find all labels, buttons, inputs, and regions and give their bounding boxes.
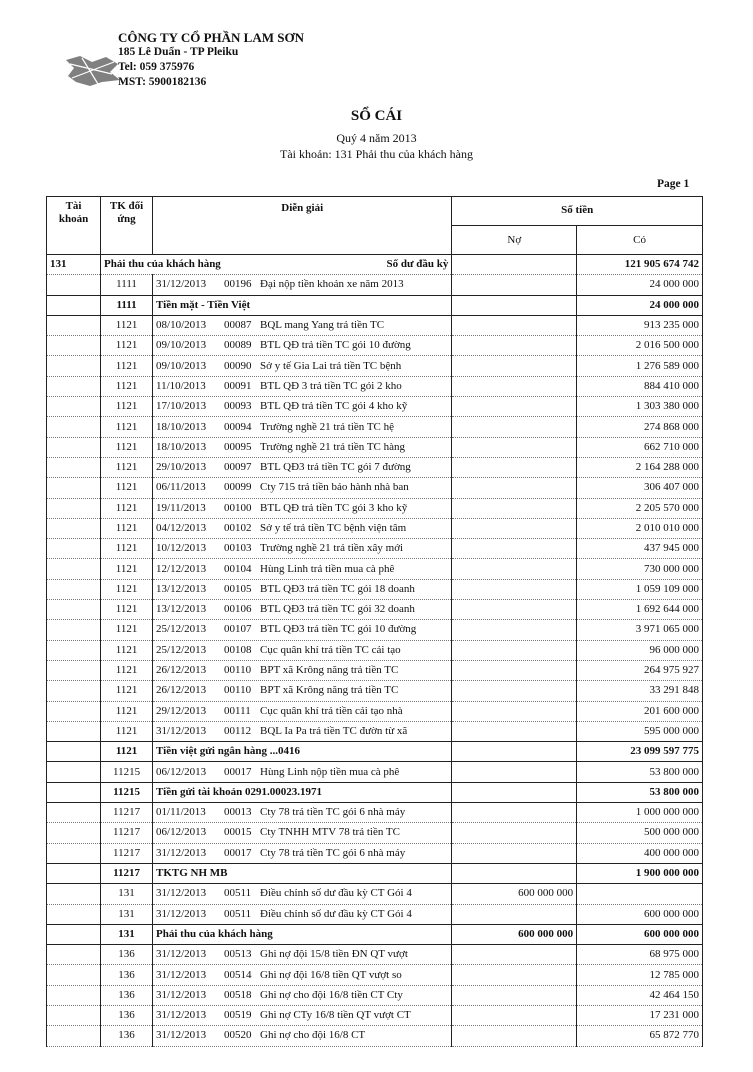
counter-account: 1121 — [101, 315, 153, 335]
counter-account: 131 — [101, 884, 153, 904]
entry-debit — [452, 701, 577, 721]
entry-date: 31/12/2013 — [156, 846, 207, 859]
ledger-entry-row — [47, 437, 703, 457]
company-tax-code: MST: 5900182136 — [118, 76, 207, 88]
ledger-entry-row — [47, 823, 703, 843]
entry-description: Ghi nợ cho đội 16/8 tiền CT Cty — [260, 988, 403, 1001]
entry-description: Điều chỉnh số dư đầu kỳ CT Gói 4 — [260, 887, 412, 900]
entry-doc-number: 00104 — [224, 562, 252, 575]
entry-debit — [452, 620, 577, 640]
entry-debit — [452, 904, 577, 924]
counter-account: 1121 — [101, 559, 153, 579]
ledger-entry-row — [47, 376, 703, 396]
entry-credit: 500 000 000 — [577, 823, 703, 843]
entry-doc-number: 00017 — [224, 846, 252, 859]
entry-doc-number: 00103 — [224, 542, 252, 555]
entry-credit: 884 410 000 — [577, 376, 703, 396]
ledger-entry-row — [47, 275, 703, 295]
counter-account: 1121 — [101, 336, 153, 356]
entry-date: 19/11/2013 — [156, 501, 206, 514]
entry-credit: 2 205 570 000 — [577, 498, 703, 518]
account-total-row — [47, 924, 703, 944]
entry-debit — [452, 275, 577, 295]
counter-account: 136 — [101, 1026, 153, 1046]
entry-credit: 53 800 000 — [577, 762, 703, 782]
entry-debit — [452, 579, 577, 599]
entry-doc-number: 00110 — [224, 664, 252, 677]
entry-debit — [452, 478, 577, 498]
entry-doc-number: 00106 — [224, 603, 252, 616]
total-account: 11217 — [101, 863, 153, 883]
document-title: SỔ CÁI — [350, 108, 403, 124]
stamp-scribble-icon — [62, 52, 122, 88]
entry-doc-number: 00112 — [224, 724, 252, 737]
entry-description: Ghi nợ cho đội 16/8 CT — [260, 1029, 366, 1042]
counter-account: 1121 — [101, 376, 153, 396]
entry-debit — [452, 397, 577, 417]
counter-account: 1121 — [101, 417, 153, 437]
entry-date: 25/12/2013 — [156, 643, 207, 656]
total-description: TKTG NH MB — [153, 863, 452, 883]
ledger-entry-row — [47, 843, 703, 863]
total-credit: 53 800 000 — [577, 782, 703, 802]
entry-credit: 595 000 000 — [577, 721, 703, 741]
account-total-row — [47, 863, 703, 883]
company-header — [118, 30, 304, 90]
entry-doc-number: 00097 — [224, 461, 252, 474]
entry-debit — [452, 681, 577, 701]
header-row — [47, 197, 703, 226]
entry-debit — [452, 762, 577, 782]
company-address: 185 Lê Duẩn - TP Pleiku — [118, 46, 239, 58]
counter-account: 1121 — [101, 660, 153, 680]
entry-debit — [452, 437, 577, 457]
account-total-row — [47, 782, 703, 802]
entry-date: 06/12/2013 — [156, 826, 207, 839]
entry-credit: 65 872 770 — [577, 1026, 703, 1046]
counter-account: 1121 — [101, 600, 153, 620]
entry-description: Hùng Linh trả tiền mua cà phê — [260, 562, 395, 575]
entry-date: 31/12/2013 — [156, 948, 207, 961]
entry-date: 18/10/2013 — [156, 420, 207, 433]
entry-doc-number: 00518 — [224, 988, 252, 1001]
entry-credit: 17 231 000 — [577, 1005, 703, 1025]
entry-credit: 1 000 000 000 — [577, 803, 703, 823]
entry-description: BTL QĐ trả tiền TC gói 4 kho kỹ — [260, 400, 408, 413]
entry-description: BTL QĐ3 trả tiền TC gói 7 đường — [260, 461, 411, 474]
ledger-entry-row — [47, 315, 703, 335]
entry-date: 09/10/2013 — [156, 339, 207, 352]
entry-date: 01/11/2013 — [156, 806, 206, 819]
entry-debit — [452, 1026, 577, 1046]
ledger-entry-row — [47, 539, 703, 559]
col-credit-header: Có — [577, 226, 703, 255]
entry-description: Sở y tế trả tiền TC bệnh viện tâm — [260, 522, 407, 534]
entry-debit — [452, 539, 577, 559]
entry-doc-number: 00196 — [224, 278, 252, 291]
entry-debit — [452, 965, 577, 985]
total-description: Tiền gửi tài khoản 0291.00023.1971 — [153, 782, 452, 802]
entry-doc-number: 00017 — [224, 765, 252, 778]
entry-credit: 1 692 644 000 — [577, 600, 703, 620]
col-debit-header: Nợ — [452, 226, 577, 255]
opening-name: Phải thu của khách hàng — [104, 258, 221, 271]
entry-description: Ghi nợ đội 15/8 tiền ĐN QT vượt — [260, 948, 408, 961]
entry-date: 09/10/2013 — [156, 359, 207, 372]
entry-date: 08/10/2013 — [156, 319, 207, 332]
entry-debit — [452, 600, 577, 620]
entry-debit — [452, 803, 577, 823]
opening-debit — [452, 255, 577, 275]
total-credit: 24 000 000 — [577, 295, 703, 315]
entry-doc-number: 00015 — [224, 826, 252, 839]
ledger-entry-row — [47, 701, 703, 721]
ledger-entry-row — [47, 579, 703, 599]
entry-credit: 437 945 000 — [577, 539, 703, 559]
entry-description: Cty 78 trả tiền TC gói 6 nhà máy — [260, 806, 406, 819]
entry-debit — [452, 336, 577, 356]
ledger-entry-row — [47, 1026, 703, 1046]
entry-date: 31/12/2013 — [156, 988, 207, 1001]
counter-account: 1121 — [101, 539, 153, 559]
entry-debit — [452, 1005, 577, 1025]
ledger-entry-row — [47, 457, 703, 477]
total-description: Tiền việt gửi ngân hàng ...0416 — [153, 742, 452, 762]
entry-doc-number: 00511 — [224, 887, 252, 900]
ledger-entry-row — [47, 660, 703, 680]
counter-account: 1121 — [101, 457, 153, 477]
entry-doc-number: 00090 — [224, 359, 252, 372]
counter-account: 136 — [101, 1005, 153, 1025]
total-account: 1111 — [101, 295, 153, 315]
entry-debit — [452, 417, 577, 437]
ledger-entry-row — [47, 904, 703, 924]
entry-credit: 306 407 000 — [577, 478, 703, 498]
entry-doc-number: 00519 — [224, 1009, 252, 1022]
entry-debit — [452, 559, 577, 579]
total-debit: 600 000 000 — [452, 924, 577, 944]
ledger-entry-row — [47, 600, 703, 620]
entry-debit — [452, 660, 577, 680]
entry-description: Đại nộp tiền khoản xe năm 2013 — [260, 278, 404, 291]
counter-account: 1121 — [101, 701, 153, 721]
entry-description: Cty 715 trả tiền bảo hành nhà ban — [260, 481, 409, 494]
opening-label: Số dư đầu kỳ — [386, 258, 449, 271]
counter-account: 1121 — [101, 721, 153, 741]
ledger-entry-row — [47, 620, 703, 640]
entry-debit — [452, 823, 577, 843]
entry-doc-number: 00513 — [224, 948, 252, 961]
opening-credit: 121 905 674 742 — [577, 255, 703, 275]
account-total-row — [47, 295, 703, 315]
entry-date: 12/12/2013 — [156, 562, 207, 575]
entry-doc-number: 00099 — [224, 481, 252, 494]
entry-doc-number: 00111 — [224, 704, 251, 717]
col-description-header: Diễn giải — [153, 197, 452, 255]
entry-date: 26/12/2013 — [156, 684, 207, 697]
entry-description: Trường nghề 21 trả tiền TC hệ — [260, 420, 395, 433]
entry-credit: 264 975 927 — [577, 660, 703, 680]
entry-date: 29/10/2013 — [156, 461, 207, 474]
entry-debit — [452, 945, 577, 965]
entry-credit: 2 164 288 000 — [577, 457, 703, 477]
ledger-entry-row — [47, 478, 703, 498]
counter-account: 1121 — [101, 498, 153, 518]
entry-credit: 3 971 065 000 — [577, 620, 703, 640]
counter-account: 11217 — [101, 803, 153, 823]
entry-doc-number: 00087 — [224, 319, 252, 332]
entry-description: BQL Ia Pa trả tiền TC đườn từ xã — [260, 724, 408, 737]
entry-doc-number: 00107 — [224, 623, 252, 636]
entry-description: BTL QĐ trả tiền TC gói 3 kho kỹ — [260, 501, 408, 514]
counter-account: 131 — [101, 904, 153, 924]
counter-account: 1121 — [101, 681, 153, 701]
entry-credit: 24 000 000 — [577, 275, 703, 295]
col-account-header: Tài khoản — [47, 197, 101, 255]
entry-date: 18/10/2013 — [156, 440, 207, 453]
ledger-entry-row — [47, 884, 703, 904]
ledger-entry-row — [47, 640, 703, 660]
ledger-entry-row — [47, 336, 703, 356]
ledger-entry-row — [47, 498, 703, 518]
entry-doc-number: 00105 — [224, 582, 252, 595]
total-credit: 600 000 000 — [577, 924, 703, 944]
entry-doc-number: 00100 — [224, 501, 252, 514]
ledger-entry-row — [47, 945, 703, 965]
entry-doc-number: 00095 — [224, 440, 252, 453]
entry-description: Trường nghề 21 trả tiền TC hàng — [260, 440, 406, 453]
entry-description: Cục quân khí trả tiền cải tạo nhà — [260, 704, 403, 717]
entry-description: Trường nghề 21 trả tiền xây mới — [260, 542, 404, 555]
counter-account: 11217 — [101, 843, 153, 863]
counter-account: 1121 — [101, 620, 153, 640]
entry-credit: 662 710 000 — [577, 437, 703, 457]
entry-credit: 730 000 000 — [577, 559, 703, 579]
entry-doc-number: 00094 — [224, 420, 252, 433]
ledger-entry-row — [47, 518, 703, 538]
entry-debit: 600 000 000 — [452, 884, 577, 904]
total-debit — [452, 782, 577, 802]
entry-description: BTL QĐ3 trả tiền TC gói 10 đường — [260, 623, 417, 636]
col-counter-header: TK đối ứng — [101, 197, 153, 255]
entry-description: Cty 78 trả tiền TC gói 6 nhà máy — [260, 846, 406, 859]
entry-description: BQL mang Yang trả tiền TC — [260, 319, 385, 332]
total-account: 11215 — [101, 782, 153, 802]
entry-description: Sở y tế Gia Lai trả tiền TC bệnh — [260, 359, 402, 372]
entry-credit: 274 868 000 — [577, 417, 703, 437]
total-description: Tiền mặt - Tiền Việt — [153, 295, 452, 315]
entry-credit: 33 291 848 — [577, 681, 703, 701]
counter-account: 136 — [101, 965, 153, 985]
entry-doc-number: 00091 — [224, 379, 252, 392]
total-account: 1121 — [101, 742, 153, 762]
opening-account: 131 — [47, 255, 101, 275]
entry-date: 31/12/2013 — [156, 968, 207, 981]
page-number: Page 1 — [657, 178, 690, 190]
entry-date: 06/11/2013 — [156, 481, 206, 494]
entry-credit: 2 010 010 000 — [577, 518, 703, 538]
entry-debit — [452, 376, 577, 396]
counter-account: 136 — [101, 985, 153, 1005]
account-total-row — [47, 742, 703, 762]
entry-description: Cục quân khí trả tiền TC cải tạo — [260, 643, 401, 656]
entry-date: 31/12/2013 — [156, 724, 207, 737]
total-credit: 1 900 000 000 — [577, 863, 703, 883]
ledger-entry-row — [47, 356, 703, 376]
ledger-entry-row — [47, 762, 703, 782]
counter-account: 136 — [101, 945, 153, 965]
entry-date: 06/12/2013 — [156, 765, 207, 778]
entry-doc-number: 00108 — [224, 643, 252, 656]
period-label: Quý 4 năm 2013 — [336, 131, 417, 145]
counter-account: 11215 — [101, 762, 153, 782]
entry-credit: 201 600 000 — [577, 701, 703, 721]
entry-date: 11/10/2013 — [156, 379, 206, 392]
ledger-entry-row — [47, 985, 703, 1005]
entry-doc-number: 00511 — [224, 907, 252, 920]
entry-credit: 1 059 109 000 — [577, 579, 703, 599]
counter-account: 11217 — [101, 823, 153, 843]
entry-credit: 1 303 380 000 — [577, 397, 703, 417]
ledger-entry-row — [47, 559, 703, 579]
entry-credit: 96 000 000 — [577, 640, 703, 660]
entry-debit — [452, 985, 577, 1005]
entry-date: 26/12/2013 — [156, 664, 207, 677]
entry-description: BPT xã Krông năng trả tiền TC — [260, 684, 399, 697]
entry-credit: 2 016 500 000 — [577, 336, 703, 356]
total-debit — [452, 742, 577, 762]
entry-credit: 68 975 000 — [577, 945, 703, 965]
ledger-entry-row — [47, 803, 703, 823]
entry-credit: 913 235 000 — [577, 315, 703, 335]
entry-debit — [452, 498, 577, 518]
ledger-entry-row — [47, 397, 703, 417]
entry-debit — [452, 457, 577, 477]
total-description: Phải thu của khách hàng — [153, 924, 452, 944]
entry-date: 31/12/2013 — [156, 278, 207, 291]
counter-account: 1121 — [101, 478, 153, 498]
entry-doc-number: 00110 — [224, 684, 252, 697]
entry-date: 04/12/2013 — [156, 522, 207, 534]
entry-date: 25/12/2013 — [156, 623, 207, 636]
entry-date: 31/12/2013 — [156, 887, 207, 900]
entry-description: Điều chỉnh số dư đầu kỳ CT Gói 4 — [260, 907, 412, 920]
entry-description: Ghi nợ đội 16/8 tiền QT vượt so — [260, 968, 402, 981]
entry-doc-number: 00102 — [224, 522, 252, 534]
counter-account: 1121 — [101, 397, 153, 417]
entry-doc-number: 00013 — [224, 806, 252, 819]
entry-date: 13/12/2013 — [156, 582, 207, 595]
entry-credit: 400 000 000 — [577, 843, 703, 863]
ledger-entry-row — [47, 721, 703, 741]
entry-credit: 600 000 000 — [577, 904, 703, 924]
counter-account: 1111 — [101, 275, 153, 295]
company-tel: Tel: 059 375976 — [118, 61, 195, 73]
entry-credit: 12 785 000 — [577, 965, 703, 985]
ledger-entry-row — [47, 965, 703, 985]
entry-date: 29/12/2013 — [156, 704, 207, 717]
ledger-entry-row — [47, 681, 703, 701]
company-name: CÔNG TY CỔ PHẦN LAM SƠN — [118, 30, 304, 45]
entry-date: 31/12/2013 — [156, 1029, 207, 1042]
entry-description: Cty TNHH MTV 78 trả tiền TC — [260, 826, 400, 839]
counter-account: 1121 — [101, 579, 153, 599]
entry-date: 17/10/2013 — [156, 400, 207, 413]
ledger-entry-row — [47, 417, 703, 437]
total-account: 131 — [101, 924, 153, 944]
entry-description: BTL QĐ3 trả tiền TC gói 32 doanh — [260, 603, 415, 616]
entry-debit — [452, 843, 577, 863]
total-credit: 23 099 597 775 — [577, 742, 703, 762]
counter-account: 1121 — [101, 356, 153, 376]
entry-date: 31/12/2013 — [156, 1009, 207, 1022]
entry-doc-number: 00520 — [224, 1029, 252, 1042]
entry-description: BTL QĐ 3 trả tiền TC gói 2 kho — [260, 379, 402, 392]
entry-description: BTL QĐ trả tiền TC gói 10 đường — [260, 339, 411, 352]
entry-debit — [452, 640, 577, 660]
total-debit — [452, 863, 577, 883]
entry-doc-number: 00089 — [224, 339, 252, 352]
total-debit — [452, 295, 577, 315]
entry-description: BTL QĐ3 trả tiền TC gói 18 doanh — [260, 582, 415, 595]
account-label: Tài khoản: 131 Phải thu của khách hàng — [280, 147, 473, 161]
opening-balance-row — [47, 255, 703, 275]
entry-description: Ghi nợ CTy 16/8 tiền QT vượt CT — [260, 1009, 411, 1022]
col-amount-header: Số tiền — [452, 197, 703, 226]
entry-debit — [452, 721, 577, 741]
entry-description: Hùng Linh nộp tiền mua cà phê — [260, 765, 400, 778]
entry-description: BPT xã Krông năng trả tiền TC — [260, 664, 399, 677]
entry-debit — [452, 518, 577, 538]
entry-doc-number: 00093 — [224, 400, 252, 413]
ledger-table — [46, 196, 703, 1047]
entry-date: 13/12/2013 — [156, 603, 207, 616]
entry-credit — [577, 884, 703, 904]
entry-date: 10/12/2013 — [156, 542, 207, 555]
counter-account: 1121 — [101, 437, 153, 457]
entry-debit — [452, 315, 577, 335]
ledger-entry-row — [47, 1005, 703, 1025]
entry-debit — [452, 356, 577, 376]
entry-credit: 42 464 150 — [577, 985, 703, 1005]
entry-date: 31/12/2013 — [156, 907, 207, 920]
counter-account: 1121 — [101, 518, 153, 538]
entry-doc-number: 00514 — [224, 968, 252, 981]
counter-account: 1121 — [101, 640, 153, 660]
entry-credit: 1 276 589 000 — [577, 356, 703, 376]
